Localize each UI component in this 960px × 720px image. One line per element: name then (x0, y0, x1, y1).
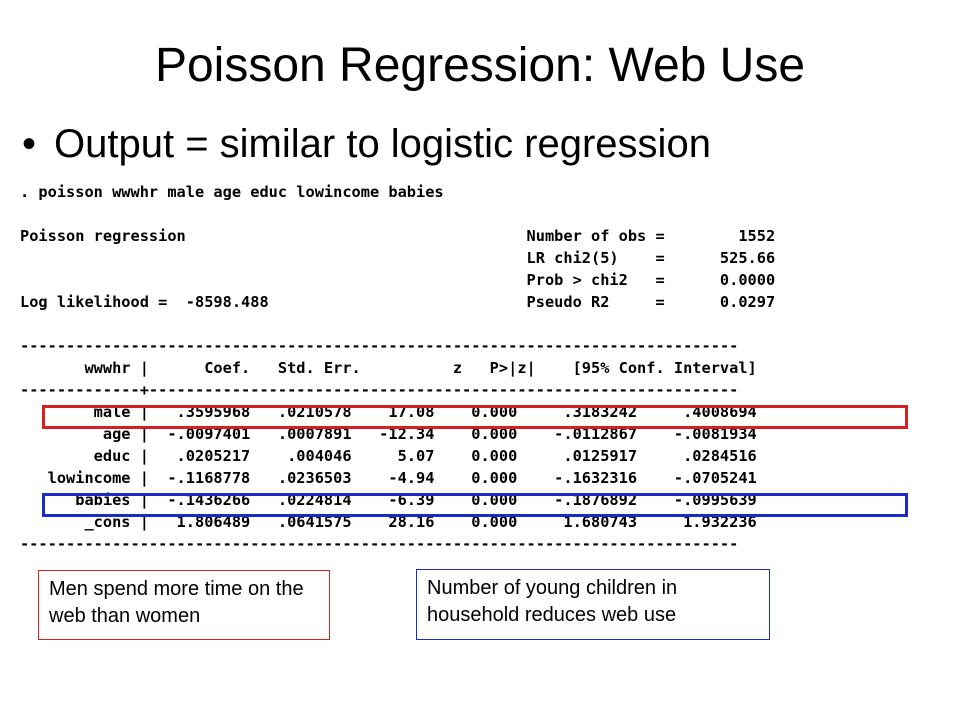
stata-command-line: . poisson wwwhr male age educ lowincome babies (20, 183, 444, 201)
rule-mid: -------------+---------------------------------------------------------------- (20, 381, 739, 399)
stats-line-1: Poisson regression Number of obs = 1552 (20, 227, 776, 245)
babies-annotation-text: Number of young children in household reduces web use (427, 577, 678, 626)
bullet-text: Output = similar to logistic regression (54, 122, 711, 166)
table-header-line: wwwhr | Coef. Std. Err. z P>|z| [95% Conf. Interval] (20, 359, 757, 377)
table-row-male: male | .3595968 .0210578 17.08 0.000 .3183242 .4008694 (20, 403, 757, 421)
male-row-highlight-box (42, 405, 908, 429)
male-annotation-text: Men spend more time on the web than women (49, 578, 304, 627)
male-annotation-box (38, 570, 330, 640)
rule-top: ------------------------------------------------------------------------------ (20, 337, 739, 355)
table-row-age: age | -.0097401 .0007891 -12.34 0.000 -.0112867 -.0081934 (20, 425, 757, 443)
babies-annotation-box (416, 569, 770, 640)
table-row-lowincome: lowincome | -.1168778 .0236503 -4.94 0.000 -.1632316 -.0705241 (20, 469, 757, 487)
stats-line-3: Prob > chi2 = 0.0000 (20, 271, 776, 289)
rule-bottom: ------------------------------------------------------------------------------ (20, 535, 739, 553)
bullet-point (22, 116, 711, 172)
table-row-_cons: _cons | 1.806489 .0641575 28.16 0.000 1.680743 1.932236 (20, 513, 757, 531)
table-row-babies: babies | -.1436266 .0224814 -6.39 0.000 -.1876892 -.0995639 (20, 491, 757, 509)
babies-row-highlight-box (42, 493, 908, 517)
slide-title: Poisson Regression: Web Use (154, 39, 806, 92)
stats-line-2: LR chi2(5) = 525.66 (20, 249, 776, 267)
log-likelihood-line: Log likelihood = -8598.488 Pseudo R2 = 0.0297 (20, 293, 776, 311)
table-row-educ: educ | .0205217 .004046 5.07 0.000 .0125917 .0284516 (20, 447, 757, 465)
bullet-dot-icon: • (22, 122, 37, 166)
